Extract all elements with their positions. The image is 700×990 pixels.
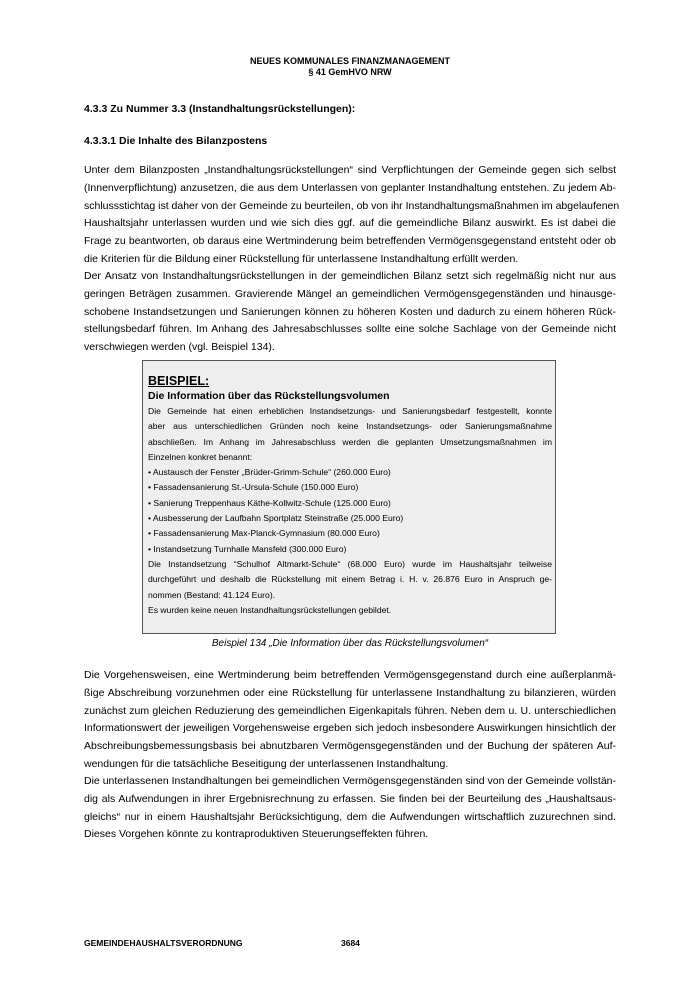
example-label: BEISPIEL: [148,374,210,388]
paragraph-3 [84,667,616,774]
paragraph-2 [84,268,616,357]
header-title: NEUES KOMMUNALES FINANZMANAGEMENT [250,56,450,66]
footer-title: GEMEINDEHAUSHALTSVERORDNUNG [84,938,243,948]
paragraph-line: Die unterlassenen Instandhaltungen bei gemeindlichen Vermögensgegenständen sind von der Gemeinde vollstän- [84,775,616,787]
paragraph-line: schlussstichtag ist daher von der Gemeinde zu beurteilen, ob von ihr Instandhaltungsmaßnahmen im abgelaufenen [84,199,620,212]
example-text-line: Die Instandsetzung “Schulhof Altmarkt-Schule“ (68.000 Euro) wurde im Haushaltsjahr teilweise [148,558,552,569]
example-text-line: Die Gemeinde hat einen erheblichen Instandsetzungs- und Sanierungsbedarf festgestellt, konnte [148,406,552,416]
example-list-item: • Fassadensanierung St.-Ursula-Schule (150.000 Euro) [148,482,359,493]
paragraph-line: Die Vorgehensweisen, eine Wertminderung beim betreffenden Vermögensgegenstand durch eine außerplanmä- [84,669,616,681]
paragraph-line: Unter dem Bilanzposten „Instandhaltungsrückstellungen“ sind Verpflichtungen der Gemeinde gegen sich selbst [84,164,616,176]
example-text-line: Es wurden keine neuen Instandhaltungsrückstellungen gebildet. [148,604,392,615]
paragraph-line: gleichs“ nur in einem Haushaltsjahr Berücksichtigung, dem die Aufwendungen wirtschaftlich zuzurechnen sind. [84,810,616,823]
paragraph-line: zunächst zum gleichen Reduzierung des gemeindlichen Eigenkapitals führen. Neben dem u. U. unterschiedlichen [84,704,616,717]
example-text-line: abschließen. Im Anhang im Jahresabschluss werden die geplanten Umsetzungsmaßnahmen im [148,436,552,447]
paragraph-line: Der Ansatz von Instandhaltungsrückstellungen in der gemeindlichen Bilanz setzt sich regelmäßig nicht nur aus [84,270,616,282]
section-heading: 4.3.3 Zu Nummer 3.3 (Instandhaltungsrückstellungen): [84,103,356,115]
paragraph-line: Haushaltsjahr unterlassen wurden und wie sich dies ggf. auf die gemeindliche Bilanz auswirkt. Es ist dabei die [84,217,616,230]
page-number: 3684 [341,938,360,948]
example-list-item: • Austausch der Fenster „Brüder-Grimm-Schule“ (260.000 Euro) [148,467,391,478]
page-header [0,56,700,78]
paragraph-line: verschwiegen werden (vgl. Beispiel 134). [84,341,275,354]
paragraph-line: schobene Instandsetzungen und Sanierungen können zu höheren Kosten und dadurch zu einem höheren Rück- [84,305,616,318]
example-text-line: durchgeführt und deshalb die Rückstellung mit einem Betrag i. H. v. 26.876 Euro in Anspruch ge- [148,574,552,585]
paragraph-line: geringen Beträgen zusammen. Gravierende Mängel an gemeindlichen Vermögensgegenständen und hinausge- [84,287,616,300]
paragraph-1 [84,162,620,269]
example-text-line: Einzelnen konkret benannt: [148,451,253,462]
paragraph-line: (Innenverpflichtung) anzusetzen, die aus dem Unterlassen von geplanter Instandhaltung entstehen. Zu jedem Ab- [84,181,616,194]
header-subtitle: § 41 GemHVO NRW [308,67,392,77]
example-list-item: • Ausbesserung der Laufbahn Sportplatz Steinstraße (25.000 Euro) [148,513,404,524]
subsection-heading: 4.3.3.1 Die Inhalte des Bilanzpostens [84,135,268,147]
paragraph-line: wendungen für die tatsächliche Beseitigung der unterlassenen Instandhaltung. [84,757,449,770]
paragraph-line: ßige Abschreibung vorzunehmen oder eine Rückstellung für unterlassene Instandhaltung zu bilanzieren, würden [84,686,616,699]
paragraph-4 [84,773,616,844]
example-list-item: • Sanierung Treppenhaus Käthe-Kollwitz-Schule (125.000 Euro) [148,497,391,508]
paragraph-line: Informationswert der jeweiligen Vorgehensweise ergeben sich jedoch insbesondere Auswirkungen hinsichtlich der [84,722,616,735]
example-title: Die Information über das Rückstellungsvolumen [148,390,390,402]
paragraph-line: Frage zu beantworten, ob daraus eine Wertminderung beim betreffenden Vermögensgegenstand entsteht oder ob [84,235,616,248]
example-text-line: nommen (Bestand: 41.124 Euro). [148,589,276,600]
paragraph-line: dig als Aufwendungen in ihrer Ergebnisrechnung zu erfassen. Sie finden bei der Beurteilung des „Haushaltsaus- [84,792,616,805]
paragraph-line: Abschreibungsbemessungsbasis bei abnutzbaren Vermögensgegenständen und der Buchung der späteren Auf- [84,740,616,753]
paragraph-line: stellungsbedarf führen. Im Anhang des Jahresabschlusses sollte eine solche Sachlage von der Gemeinde nicht [84,323,616,336]
example-text-line: aber aus unterschiedlichen Gründen noch keine Instandsetzungs- oder Sanierungsmaßnahme [148,421,552,432]
example-list-item: • Fassadensanierung Max-Planck-Gymnasium (80.000 Euro) [148,528,380,539]
paragraph-line: Dieses Vorgehen könnte zu kontraproduktiven Steuerungseffekten führen. [84,828,429,841]
paragraph-line: die Kriterien für die Bildung einer Rückstellung für unterlassene Instandhaltung erfüllt werden. [84,252,519,265]
example-list-item: • Instandsetzung Turnhalle Mansfeld (300.000 Euro) [148,543,347,554]
example-caption: Beispiel 134 „Die Information über das Rückstellungsvolumen“ [211,638,489,649]
example-box [142,360,556,634]
